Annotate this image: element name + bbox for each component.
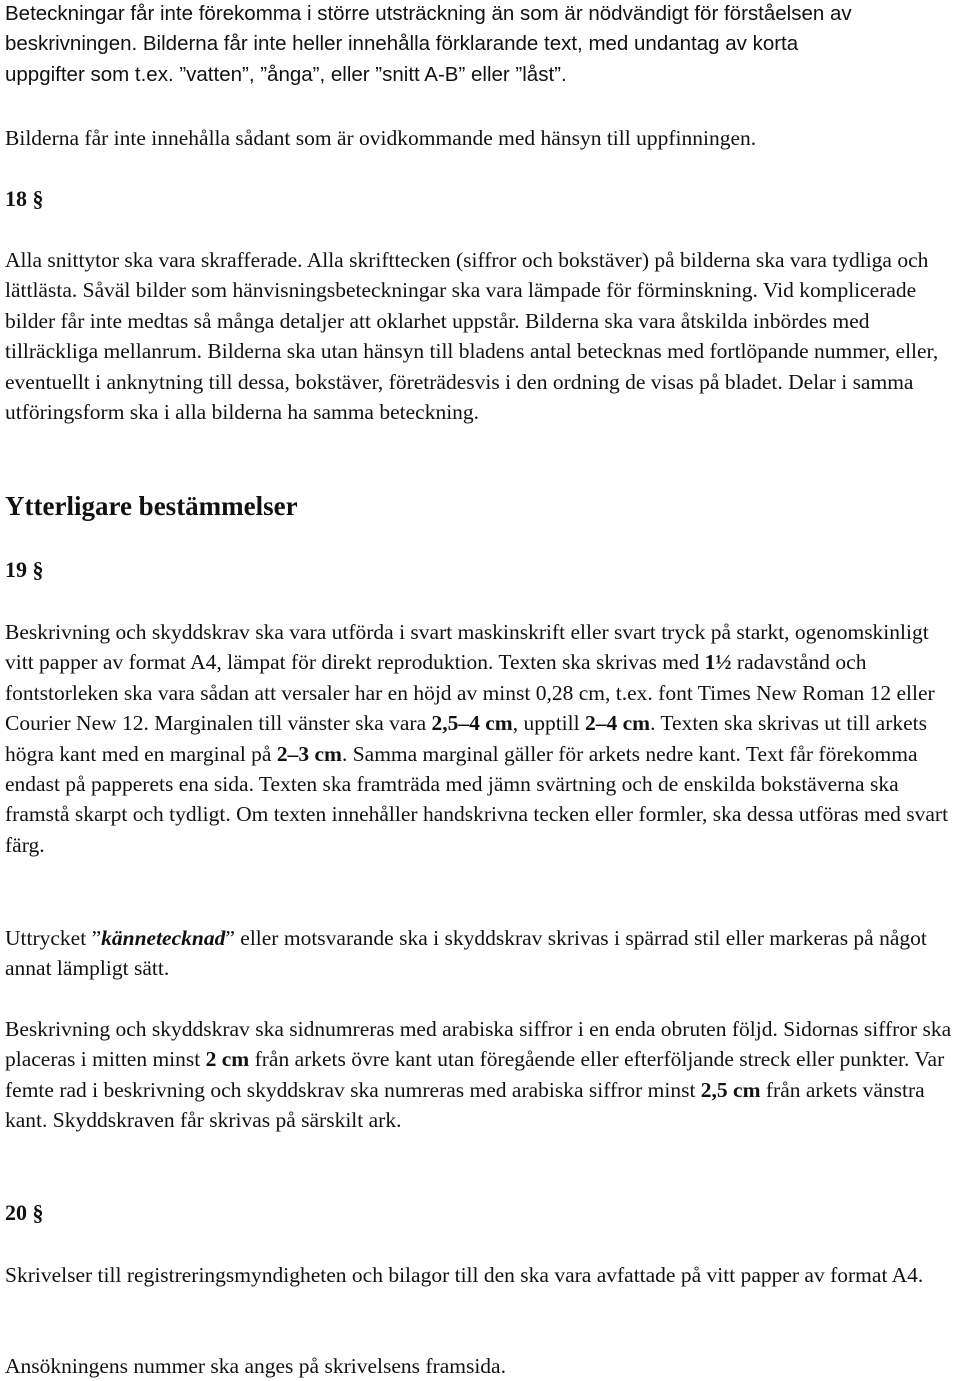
section-20-number: 20 §	[5, 1200, 44, 1225]
line-number-distance: 2,5 cm	[700, 1077, 761, 1102]
line-spacing-value: 1½	[704, 650, 732, 675]
section-19-paragraph-2: Uttrycket ”kännetecknad” eller motsvarande ska i skyddskrav skrivas i spärrad stil eller markeras på något annat lämpligt sätt.	[5, 926, 927, 981]
intro-paragraph: Beteckningar får inte förekomma i större utsträckning än som är nödvändigt för förståelsen av beskrivningen. Bilderna får inte heller innehålla förklarande text, med undantag av korta uppgifter som t.ex. ”vatten”, ”ånga”, eller ”snitt A-B” eller ”låst”.	[5, 2, 852, 86]
top-margin-value: 2–4 cm	[584, 711, 651, 736]
claim-term: kännetecknad	[101, 926, 226, 950]
section-18-paragraph: Alla snittytor ska vara skrafferade. Alla skrifttecken (siffror och bokstäver) på bilderna ska vara tydliga och lättlästa. Såväl bilder som hänvisningsbeteckningar ska vara lämpade för förminskning. Vid komplicerade bilder får inte medtas så många detaljer att oklarhet uppstår. Bilderna ska vara åtskilda inbördes med tillräckliga mellanrum. Bilderna ska utan hänsyn till bladens antal betecknas med fortlöpande nummer, eller, eventuellt i anknytning till dessa, bokstäver, företrädesvis i den ordning de visas på bladet. Delar i samma utföringsform ska i alla bilderna ha samma beteckning.	[5, 248, 939, 425]
intro-paragraph-2: Bilderna får inte innehålla sådant som är ovidkommande med hänsyn till uppfinningen.	[5, 126, 757, 150]
section-heading: Ytterligare bestämmelser	[5, 491, 298, 521]
section-19-paragraph-1: Beskrivning och skyddskrav ska vara utförda i svart maskinskrift eller svart tryck på starkt, ogenomskinligt vitt papper av format A4, lämpat för direkt reproduktion. Texten ska skrivas med 1½ radavstånd och fontstorleken ska vara sådan att versaler har en höjd av minst 0,28 cm, t.ex. font Times New Roman 12 eller Courier New 12. Marginalen till vänster ska vara 2,5–4 cm, upptill 2–4 cm. Texten ska skrivas ut till arkets högra kant med en marginal på 2–3 cm. Samma marginal gäller för arkets nedre kant. Text får förekomma endast på papperets ena sida. Texten ska framträda med jämn svärtning och de enskilda bokstäverna ska framstå skarpt och tydligt. Om texten innehåller handskrivna tecken eller formler, ska dessa utföras med svart färg.	[5, 620, 949, 857]
left-margin-value: 2,5–4 cm	[431, 711, 513, 736]
page-number-distance: 2 cm	[205, 1047, 250, 1072]
section-20-paragraph-1: Skrivelser till registreringsmyndigheten och bilagor till den ska vara avfattade på vitt papper av format A4.	[5, 1263, 924, 1287]
section-18-number: 18 §	[5, 186, 44, 211]
section-20-paragraph-2: Ansökningens nummer ska anges på skrivelsens framsida.	[5, 1354, 506, 1378]
section-19-number: 19 §	[5, 557, 44, 582]
right-margin-value: 2–3 cm	[276, 741, 342, 766]
section-19-paragraph-3: Beskrivning och skyddskrav ska sidnumreras med arabiska siffror i en enda obruten följd. Sidornas siffror ska placeras i mitten minst 2 cm från arkets övre kant utan föregående eller efterföljande streck eller punkter. Var femte rad i beskrivning och skyddskrav ska numreras med arabiska siffror minst 2,5 cm från arkets vänstra kant. Skyddskraven får skrivas på särskilt ark.	[5, 1017, 952, 1133]
